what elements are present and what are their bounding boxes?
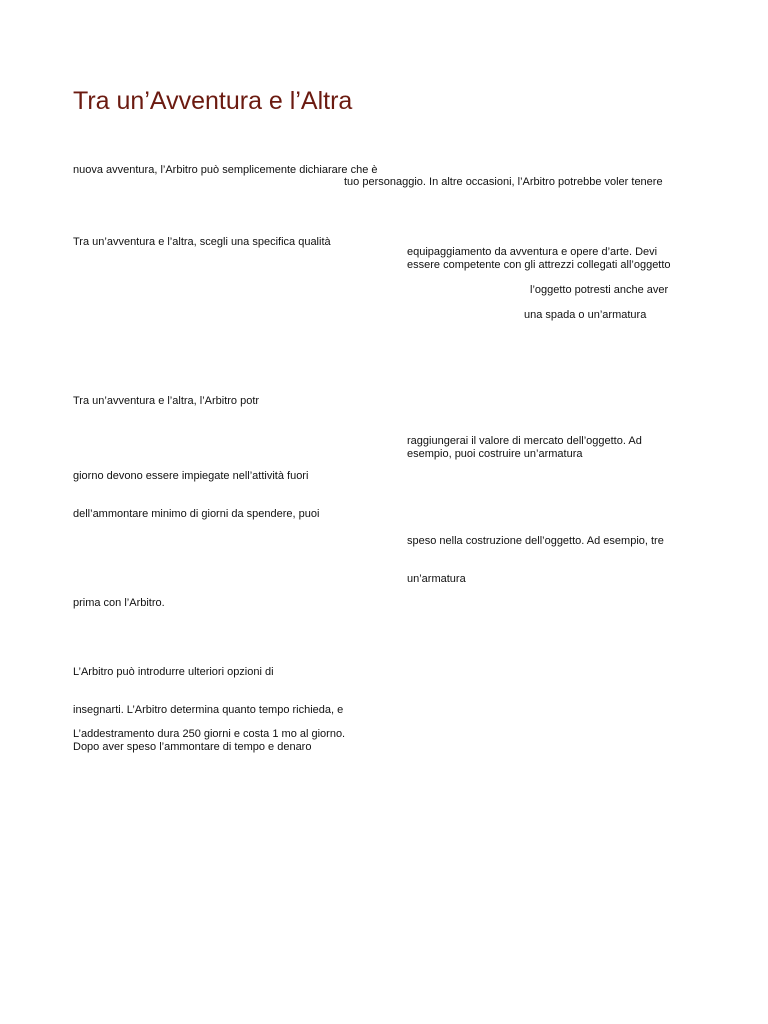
text-fragment: L’Arbitro può introdurre ulteriori opzioni di <box>73 666 274 678</box>
text-fragment: Tra un’avventura e l’altra, l’Arbitro potr <box>73 395 260 407</box>
text-fragment: insegnarti. L’Arbitro determina quanto tempo richieda, e <box>73 704 344 716</box>
page-title: Tra un’Avventura e l’Altra <box>73 87 353 115</box>
text-fragment: l’oggetto potresti anche aver <box>530 284 669 296</box>
text-fragment: nuova avventura, l’Arbitro può semplicemente dichiarare che è <box>73 164 378 176</box>
text-fragment: dell’ammontare minimo di giorni da spendere, puoi <box>73 508 320 520</box>
text-fragment: L’addestramento dura 250 giorni e costa 1 mo al giorno. <box>73 728 346 740</box>
text-fragment: esempio, puoi costruire un’armatura <box>407 448 583 460</box>
text-fragment: essere competente con gli attrezzi collegati all’oggetto <box>407 259 671 271</box>
text-fragment: un’armatura <box>407 573 466 585</box>
text-fragment: raggiungerai il valore di mercato dell’oggetto. Ad <box>407 435 642 447</box>
text-fragment: Dopo aver speso l’ammontare di tempo e denaro <box>73 741 312 753</box>
text-fragment: una spada o un’armatura <box>524 309 647 321</box>
text-fragment: giorno devono essere impiegate nell’attività fuori <box>73 470 309 482</box>
text-fragment: speso nella costruzione dell’oggetto. Ad esempio, tre <box>407 535 664 547</box>
text-fragment: prima con l’Arbitro. <box>73 597 165 609</box>
text-fragment: tuo personaggio. In altre occasioni, l’Arbitro potrebbe voler tenere <box>344 176 663 188</box>
text-fragment: equipaggiamento da avventura e opere d’arte. Devi <box>407 246 658 258</box>
text-fragment: Tra un’avventura e l’altra, scegli una specifica qualità <box>73 236 331 248</box>
